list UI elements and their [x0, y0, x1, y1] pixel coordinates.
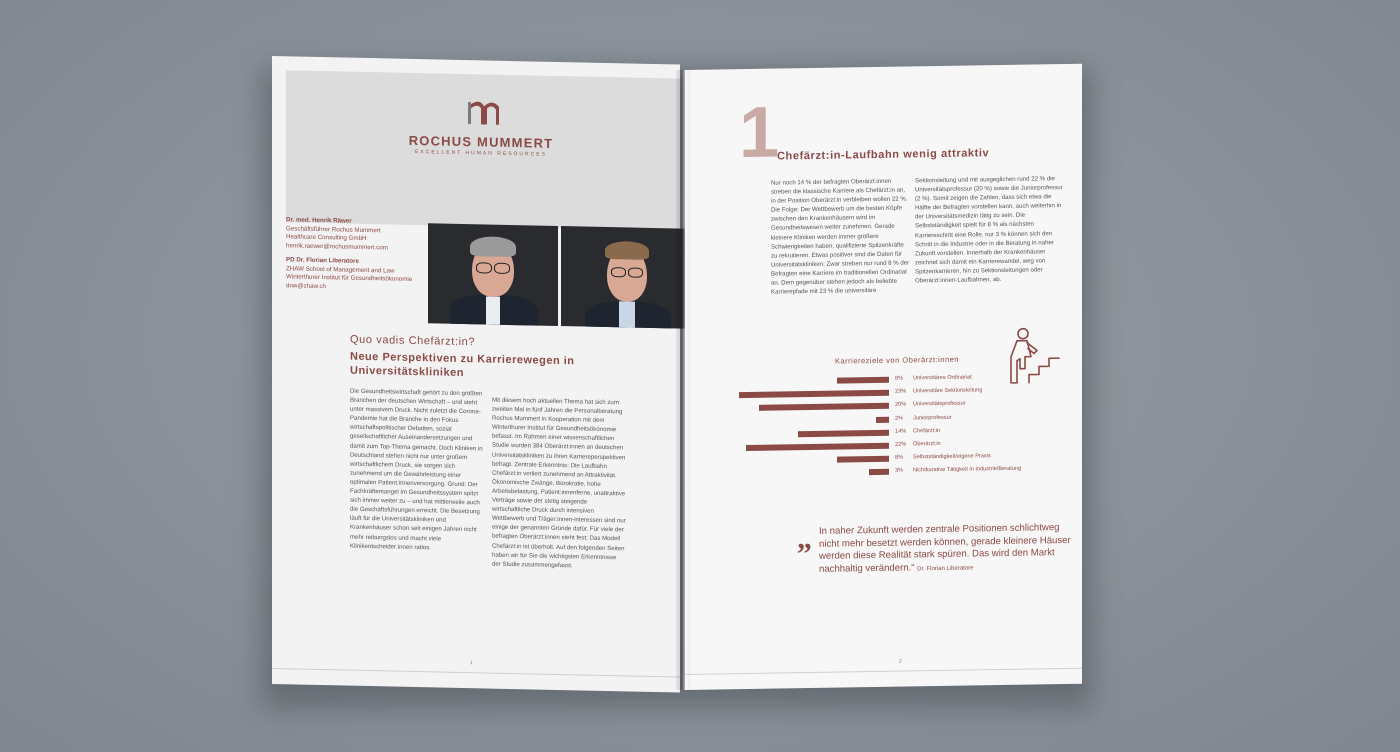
chart-value-label: 2%: [895, 415, 904, 422]
chart-bar: [746, 443, 889, 451]
contact-name: Dr. med. Henrik Räwer: [286, 216, 352, 225]
chart-category-label: Chefärzt:in: [913, 427, 941, 435]
contact-line: Healthcare Consulting GmbH: [286, 233, 367, 242]
chart-value-label: 14%: [895, 428, 907, 435]
chart-value-label: 23%: [895, 388, 907, 395]
header-band: [286, 70, 680, 230]
contact-email[interactable]: henrik.raewer@rochusmummert.com: [286, 241, 388, 251]
chart-bar: [837, 377, 889, 384]
section-number: 1: [739, 92, 780, 174]
chart-bar: [739, 390, 889, 398]
footer-rule: [685, 668, 1082, 675]
article-kicker: Quo vadis Chefärzt:in?: [350, 333, 476, 349]
contact-line: Geschäftsführer Rochus Mummert: [286, 224, 381, 234]
contact-block: [286, 216, 446, 299]
page-number: 2: [899, 658, 902, 665]
article-headline: Neue Perspektiven zu Karrierewegen in Universitätskliniken: [350, 350, 575, 380]
logo-name: ROCHUS MUMMERT: [408, 132, 554, 151]
chart-row: [685, 464, 1082, 480]
brochure-spine: [676, 70, 690, 690]
contact-name: PD Dr. Florian Liberatore: [286, 256, 359, 265]
chart-category-label: Universitätsprofessur: [913, 400, 966, 408]
chart-category-label: Nichtkurative Tätigkeit in Industrie/Beratung: [913, 466, 1022, 474]
contact-2: [286, 256, 446, 293]
chart-value-label: 22%: [895, 441, 907, 448]
chart-bar: [837, 456, 889, 463]
body-column-2: Mit diesem hoch aktuellen Thema hat sich zum zweiten Mal in fünf Jahren die Personalberatung Rochus Mummert in Kooperation mit dem Winterthurer Institut für Gesundheitsökonomie befasst. Im Rahmen einer wissenschaftlichen Studie wurden 384 Oberärzt:innen an deutschen Universitätskliniken zu ihren Karriereperspektiven befragt. Zentrale Erkenntnis: Die Laufbahn Chefärzt:in verliert zunehmend an Attraktivität. Ökonomische Zwänge, Bürokratie, hohe Arbeitsbelastung, Patient:innenferne, unattraktive Verträge sowie der stetig steigende wirtschaftliche Druck durch intensiven Wettbewerb und Träger:innen-interessen sind nur einige der genannten Gründe dafür. Für viele der befragten Oberärzt:innen steht fest: Das Modell Chefärzt:in ist überholt. Auf den folgenden Seiten haben wir für Sie die wichtigsten Erkenntnisse der Studie zusammengefasst.: [492, 396, 626, 569]
quote-text: In naher Zukunft werden zentrale Positionen schlichtweg nicht mehr besetzt werden können, gerade kleinere Häuser werden diese Realität stark spüren. Das wird den Markt nachhaltig verändern.“: [819, 522, 1071, 575]
portrait-photo-liberatore: [561, 226, 689, 329]
chart-category-label: Juniorprofessur: [913, 414, 952, 422]
contact-1: [286, 216, 446, 253]
portrait-photo-raewer: [428, 223, 558, 326]
body-column-1: Die Gesundheitswirtschaft gehört zu den größten Branchen der deutschen Wirtschaft – und steht unter massivem Druck. Nicht zuletzt die Corona-Pandemie hat die Branche in den Fokus wirtschaftspolitischer Debatten, sozial gesellschaftlicher Auseinandersetzungen und damit zum Top-Thema gemacht. Doch Kliniken in Deutschland stehen nicht nur unter großem wirtschaftlichem Druck, sie sorgen sich zunehmend um die Gewährleistung einer optimalen Patient:innenversorgung. Grund: Der Fachkräftemangel im Gesundheitssystem spitzt sich immer weiter zu – und hat mittlerweile auch die Geschäftsführungen erreicht. Die Besetzung läuft für die Universitätskliniken und Krankenhäuser schon seit einigen Jahren nicht mehr reibungslos und macht viele Klinikentscheider:innen ratlos.: [350, 387, 483, 551]
chart-bar: [869, 469, 889, 475]
logo-tagline: EXCELLENT HUMAN RESOURCES: [415, 148, 547, 158]
body-column-1: Nur noch 14 % der befragten Oberärzt:innen streben die klassische Karriere als Chefärzt:in an, in der Position Oberärzt:in verbleiben wollen 22 %. Die Folge: Der Wettbewerb um die besten Köpfe zwischen den Krankenhäusern wird im Gesundheitswesen weiter zunehmen. Gerade kleinere Kliniken werden immer größere Schwierigkeiten haben, qualifizierte Spitzenkräfte zu rekrutieren. Etwas positiver sind die Daten für Universitätskliniken: Zwar streben nur rund 8 % der Befragten eine Karriere im traditionellen Ordinariat an. Dem gegenüber stehen jedoch als beliebte Karrierepfade mit 23 % die universitäre: [771, 177, 910, 296]
chart-value-label: 3%: [895, 467, 904, 475]
chart-category-label: Selbstständigkeit/eigene Praxis: [913, 453, 991, 461]
contact-line: ZHAW School of Management and Law: [286, 264, 395, 275]
contact-email[interactable]: dnw@zhaw.ch: [286, 281, 326, 290]
logo-m-icon: [466, 98, 502, 127]
chart-category-label: Oberärzt:in: [913, 440, 941, 448]
pull-quote: [819, 522, 1081, 577]
chart-title: Karriereziele von Oberärzt:innen: [835, 354, 959, 366]
section-title: Chefärzt:in-Laufbahn wenig attraktiv: [777, 147, 990, 163]
chart-bar: [876, 416, 889, 422]
chart-value-label: 8%: [895, 375, 904, 382]
quote-author: Dr. Florian Liberatore: [917, 564, 974, 572]
chart-category-label: Universitäre Sektionsleitung: [913, 387, 983, 395]
contact-line: Winterthurer Institut für Gesundheitsökonomie: [286, 273, 413, 283]
quote-mark-icon: „: [797, 522, 812, 556]
footer-rule: [272, 668, 680, 678]
left-page: [272, 56, 680, 693]
chart-category-label: Universitäres Ordinariat: [913, 374, 972, 382]
career-goals-bar-chart: [685, 372, 1082, 478]
chart-bar: [759, 403, 889, 411]
chart-bar: [798, 430, 889, 437]
right-page: [685, 64, 1082, 690]
page-number: 1: [470, 660, 473, 667]
chart-value-label: 8%: [895, 454, 904, 461]
body-column-2: Sektionsleitung und mit ausgeglichen rund 22 % die Universitätsprofessur (20 %) sowie die Juniorprofessur (2 %). Somit zeigen die Zahlen, dass sich etwa die Hälfte der Befragten vorstellen kann, auch weiterhin in der Universitätsmedizin tätig zu sein. Die Selbstständigkeit spielt für 8 % als nächsten Karriereschritt eine Rolle, nur 3 % können sich den Schritt in die Industrie oder in die Beratung in naher Zukunft vorstellen. Innerhalb der Krankenhäuser zeichnet sich damit ein Karrierewandel, weg von Spitzenkarrieren, hin zu Sektionsleitungen oder Oberärzt:innen-Laufbahnen, ab.: [915, 175, 1063, 285]
chart-value-label: 20%: [895, 401, 907, 409]
